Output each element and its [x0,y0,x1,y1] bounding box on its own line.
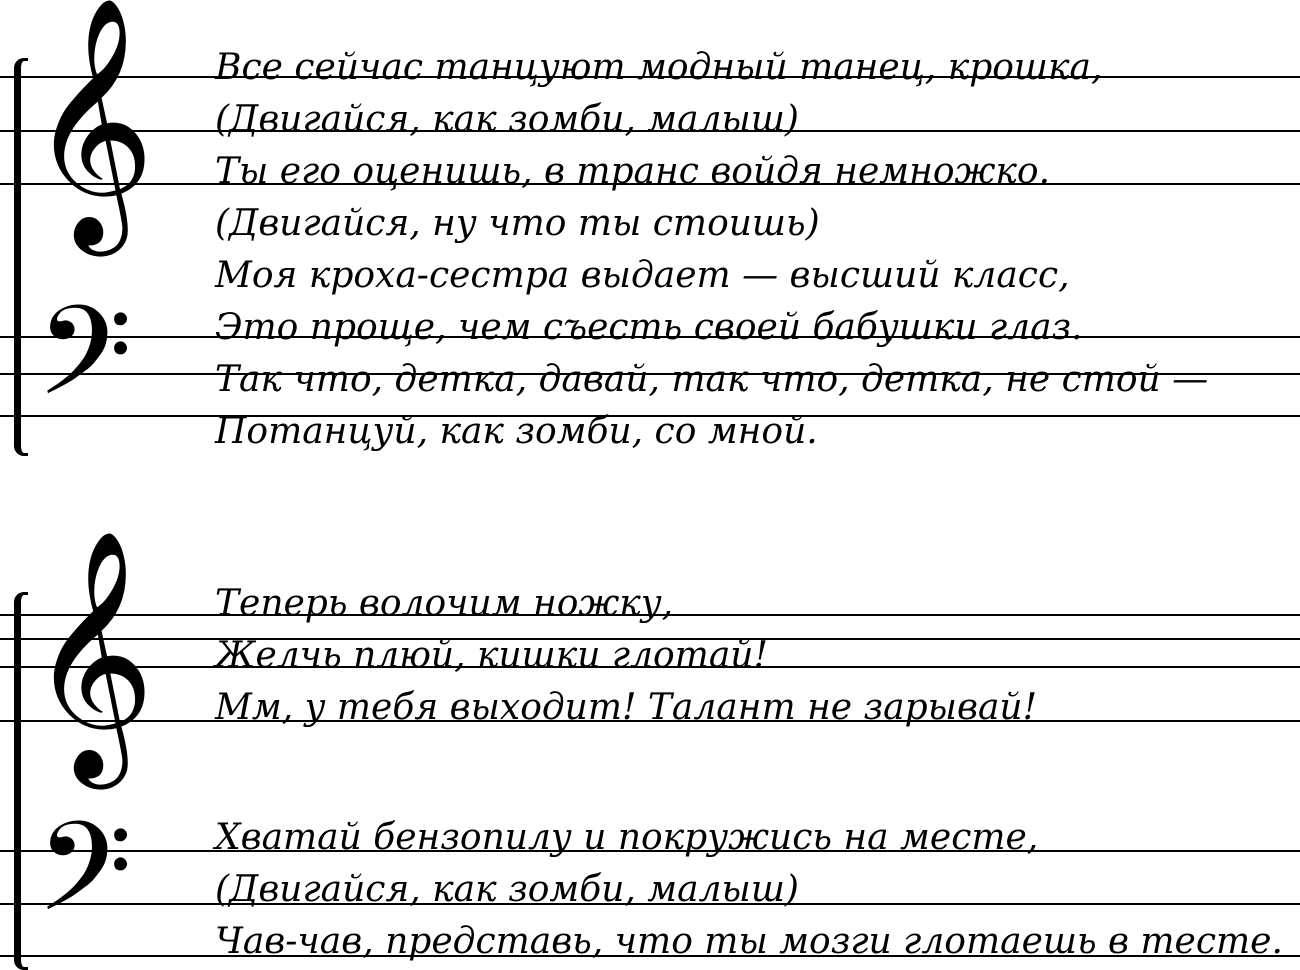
lyric-line: Потанцуй, как зомби, со мной. [215,411,818,452]
lyric-line: Ты его оценишь, в транс войдя немножко. [215,151,1051,192]
lyric-line: Мм, у тебя выходит! Талант не зарывай! [215,687,1038,728]
bass-clef-icon: 𝄢 [36,796,133,970]
lyric-line: (Двигайся, как зомби, малыш) [215,869,799,910]
staff-brace-icon [14,58,28,456]
lyric-line: Моя кроха-сестра выдает — высший класс, [215,255,1070,296]
bass-clef-icon: 𝄢 [36,280,133,454]
lyric-line: Хватай бензопилу и покружись на месте, [215,817,1039,858]
lyric-line: Все сейчас танцуют модный танец, крошка, [215,47,1103,88]
staff-brace-icon [14,592,28,970]
lyric-line: Теперь волочим ножку, [215,583,674,624]
lyric-line: Чав-чав, представь, что ты мозги глотаешь в тесте. [215,921,1283,962]
lyric-line: Это проще, чем съесть своей бабушки глаз. [215,307,1083,348]
lyric-line: Так что, детка, давай, так что, детка, не стой — [215,359,1209,400]
treble-clef-icon: 𝄞 [28,0,156,245]
treble-clef-icon: 𝄞 [28,527,156,778]
lyric-line: (Двигайся, ну что ты стоишь) [215,203,820,244]
lyric-line: Желчь плюй, кишки глотай! [215,635,768,676]
lyric-line: (Двигайся, как зомби, малыш) [215,99,799,140]
